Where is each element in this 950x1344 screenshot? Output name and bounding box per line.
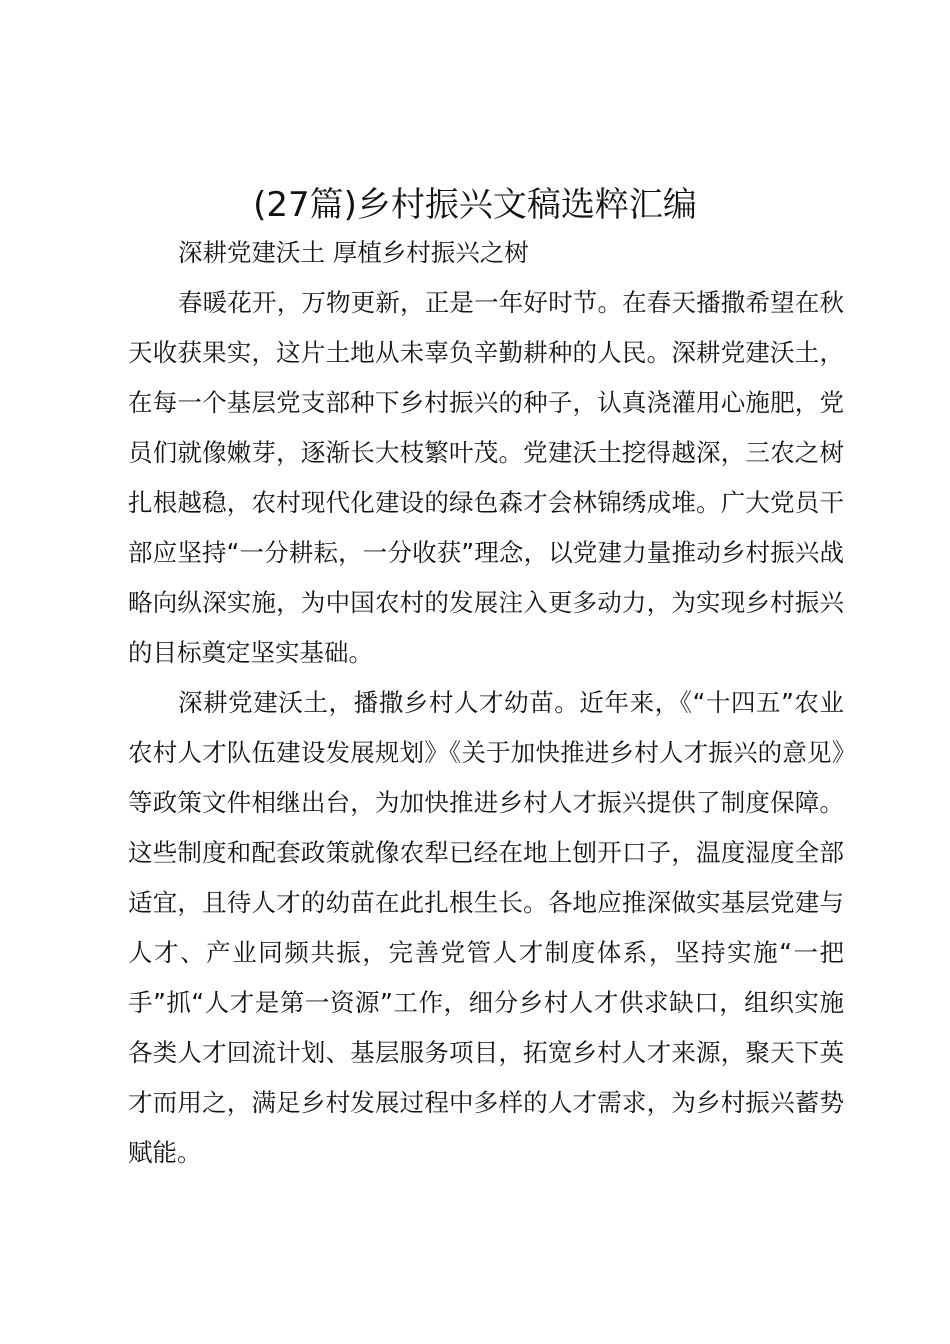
paragraph-1: 春暖花开，万物更新，正是一年好时节。在春天播撒希望在秋天收获果实，这片土地从未辜负辛勤耕种的人民。深耕党建沃土，在每一个基层党支部种下乡村振兴的种子，认真浇灌用心施肥，党员们就像嫩芽，逐渐长大枝繁叶茂。党建沃土挖得越深，三农之树扎根越稳，农村现代化建设的绿色森才会林锦绣成堆。广大党员干部应坚持“一分耕耘，一分收获”理念，以党建力量推动乡村振兴战略向纵深实施，为中国农村的发展注入更多动力，为实现乡村振兴的目标奠定坚实基础。 xyxy=(128,288,844,667)
document-title: (27篇)乡村振兴文稿选粹汇编 xyxy=(253,185,697,225)
section-subtitle: 深耕党建沃土 厚植乡村振兴之树 xyxy=(178,238,529,267)
paragraph-2: 深耕党建沃土，播撒乡村人才幼苗。近年来，《“十四五”农业农村人才队伍建设发展规划》《关于加快推进乡村人才振兴的意见》等政策文件相继出台，为加快推进乡村人才振兴提供了制度保障。这些制度和配套政策就像农犁已经在地上刨开口子，温度湿度全部适宜，且待人才的幼苗在此扎根生长。各地应推深做实基层党建与人才、产业同频共振，完善党管人才制度体系，坚持实施“一把手”抓“人才是第一资源”工作，细分乡村人才供求缺口，组织实施各类人才回流计划、基层服务项目，拓宽乡村人才来源，聚天下英才而用之，满足乡村发展过程中多样的人才需求，为乡村振兴蓄势赋能。 xyxy=(128,688,844,1167)
document-body xyxy=(128,228,844,1178)
